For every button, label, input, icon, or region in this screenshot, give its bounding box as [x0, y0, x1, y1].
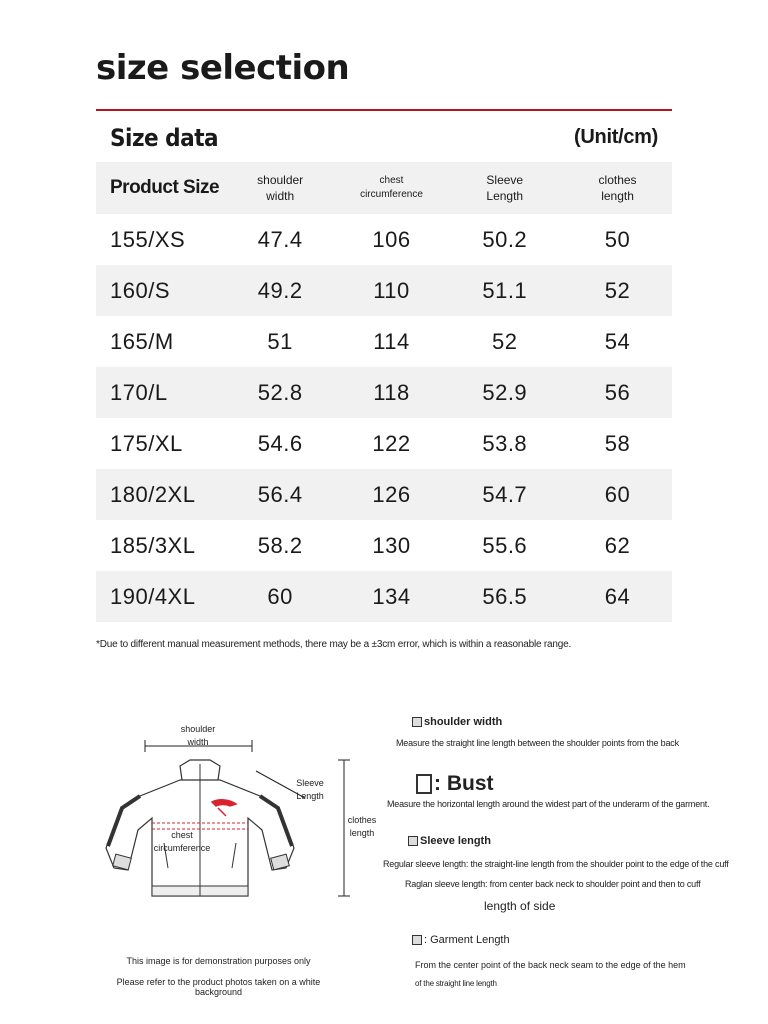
cell-sleeve: 55.6 — [482, 532, 528, 558]
cell-shoulder: 47.4 — [257, 226, 303, 252]
diagram-chest-label — [152, 829, 212, 855]
cell-size: 165/M — [110, 328, 174, 354]
symbol-icon — [416, 774, 432, 794]
cell-shoulder: 52.8 — [257, 379, 303, 405]
size-data-header — [96, 116, 672, 162]
cell-length: 52 — [604, 277, 631, 303]
diagram-shoulder-label — [172, 723, 224, 749]
diagram-clothes-line1: clothes — [347, 815, 377, 825]
bust-title — [416, 772, 494, 796]
cell-chest: 130 — [372, 532, 411, 558]
garment-title-text: : Garment Length — [424, 934, 510, 946]
cell-size: 175/XL — [110, 430, 183, 456]
cell-shoulder: 51 — [267, 328, 293, 354]
cell-chest: 110 — [373, 277, 410, 303]
size-data-label: Size data — [110, 124, 219, 152]
cell-sleeve: 51.1 — [482, 277, 528, 303]
side-length-label: length of side — [484, 899, 556, 913]
diagram-shoulder-line2: width — [187, 737, 209, 747]
garment-text-1: From the center point of the back neck seam to the edge of the hem — [415, 960, 686, 970]
cell-chest: 134 — [372, 583, 411, 609]
unit-label: (Unit/cm) — [574, 126, 658, 148]
cell-size: 185/3XL — [110, 532, 196, 558]
table-row — [96, 367, 672, 418]
symbol-icon — [412, 935, 422, 945]
diagram-clothes-label — [344, 814, 380, 840]
header-chest-line2: circumference — [360, 189, 423, 200]
cell-chest: 106 — [372, 226, 411, 252]
table-row — [96, 214, 672, 265]
measurement-note: *Due to different manual measurement methods, there may be a ±3cm error, which is within a reasonable range. — [96, 639, 572, 650]
header-product-size: Product Size — [110, 177, 220, 198]
cell-sleeve: 53.8 — [482, 430, 528, 456]
header-sleeve-line1: Sleeve — [486, 173, 524, 187]
jacket-illustration — [100, 718, 370, 918]
cell-size: 190/4XL — [110, 583, 196, 609]
header-chest-line1: chest — [379, 175, 404, 186]
jacket-diagram — [100, 718, 377, 918]
cell-shoulder: 54.6 — [257, 430, 303, 456]
cell-sleeve: 54.7 — [482, 481, 528, 507]
cell-shoulder: 49.2 — [257, 277, 303, 303]
cell-size: 170/L — [110, 379, 168, 405]
header-clothes-line2: length — [601, 189, 634, 203]
header-shoulder-line1: shoulder — [257, 173, 304, 187]
cell-length: 54 — [604, 328, 631, 354]
table-row — [96, 316, 672, 367]
sleeve-title-text: Sleeve length — [420, 835, 491, 847]
diagram-chest-line2: circumference — [153, 843, 211, 853]
shoulder-title — [412, 716, 502, 728]
table-row — [96, 265, 672, 316]
header-sleeve-line2: Length — [486, 189, 524, 203]
cell-length: 50 — [604, 226, 631, 252]
table-header-row — [96, 162, 672, 214]
diagram-sleeve-line2: Length — [296, 791, 324, 801]
cell-shoulder: 58.2 — [257, 532, 303, 558]
diagram-sleeve-label — [288, 777, 332, 803]
shoulder-text: Measure the straight line length between the shoulder points from the back — [396, 738, 679, 748]
sleeve-text-regular: Regular sleeve length: the straight-line length from the shoulder point to the edge of the cuff — [383, 859, 729, 869]
cell-shoulder: 56.4 — [257, 481, 303, 507]
cell-length: 58 — [604, 430, 631, 456]
cell-shoulder: 60 — [267, 583, 293, 609]
size-table — [96, 116, 672, 622]
header-chest-circumference — [337, 174, 447, 202]
table-row — [96, 418, 672, 469]
cell-size: 155/XS — [110, 226, 186, 252]
cell-chest: 118 — [373, 379, 410, 405]
caption-line1: This image is for demonstration purposes only — [126, 956, 311, 966]
symbol-icon — [408, 836, 418, 846]
bust-title-text: : Bust — [434, 772, 494, 795]
cell-size: 160/S — [110, 277, 170, 303]
sleeve-text-raglan: Raglan sleeve length: from center back neck to shoulder point and then to cuff — [405, 879, 701, 889]
cell-length: 60 — [604, 481, 631, 507]
cell-chest: 126 — [372, 481, 411, 507]
cell-size: 180/2XL — [110, 481, 196, 507]
table-row — [96, 571, 672, 622]
header-shoulder-line2: width — [266, 189, 295, 203]
cell-length: 56 — [604, 379, 631, 405]
table-row — [96, 520, 672, 571]
diagram-shoulder-line1: shoulder — [180, 724, 216, 734]
shoulder-title-text: shoulder width — [424, 716, 503, 728]
diagram-sleeve-line1: Sleeve — [296, 778, 324, 788]
title-divider — [96, 109, 672, 111]
garment-text-2: of the straight line length — [415, 979, 497, 988]
header-sleeve-length — [446, 172, 563, 204]
cell-length: 64 — [604, 583, 631, 609]
page-title: size selection — [96, 48, 350, 88]
cell-sleeve: 52.9 — [482, 379, 528, 405]
header-clothes-line1: clothes — [598, 173, 637, 187]
cell-chest: 114 — [373, 328, 410, 354]
diagram-clothes-line2: length — [349, 828, 375, 838]
header-clothes-length — [563, 172, 672, 204]
garment-title — [412, 934, 510, 946]
cell-chest: 122 — [372, 430, 411, 456]
diagram-chest-line1: chest — [171, 830, 193, 840]
cell-length: 62 — [604, 532, 631, 558]
header-shoulder-width — [224, 172, 337, 204]
caption-line2: Please refer to the product photos taken on a white background — [116, 977, 321, 997]
bust-text: Measure the horizontal length around the widest part of the underarm of the garment. — [387, 799, 710, 809]
cell-sleeve: 52 — [492, 328, 518, 354]
cell-sleeve: 56.5 — [482, 583, 528, 609]
symbol-icon — [412, 717, 422, 727]
sleeve-title — [408, 835, 491, 847]
table-row — [96, 469, 672, 520]
cell-sleeve: 50.2 — [482, 226, 528, 252]
